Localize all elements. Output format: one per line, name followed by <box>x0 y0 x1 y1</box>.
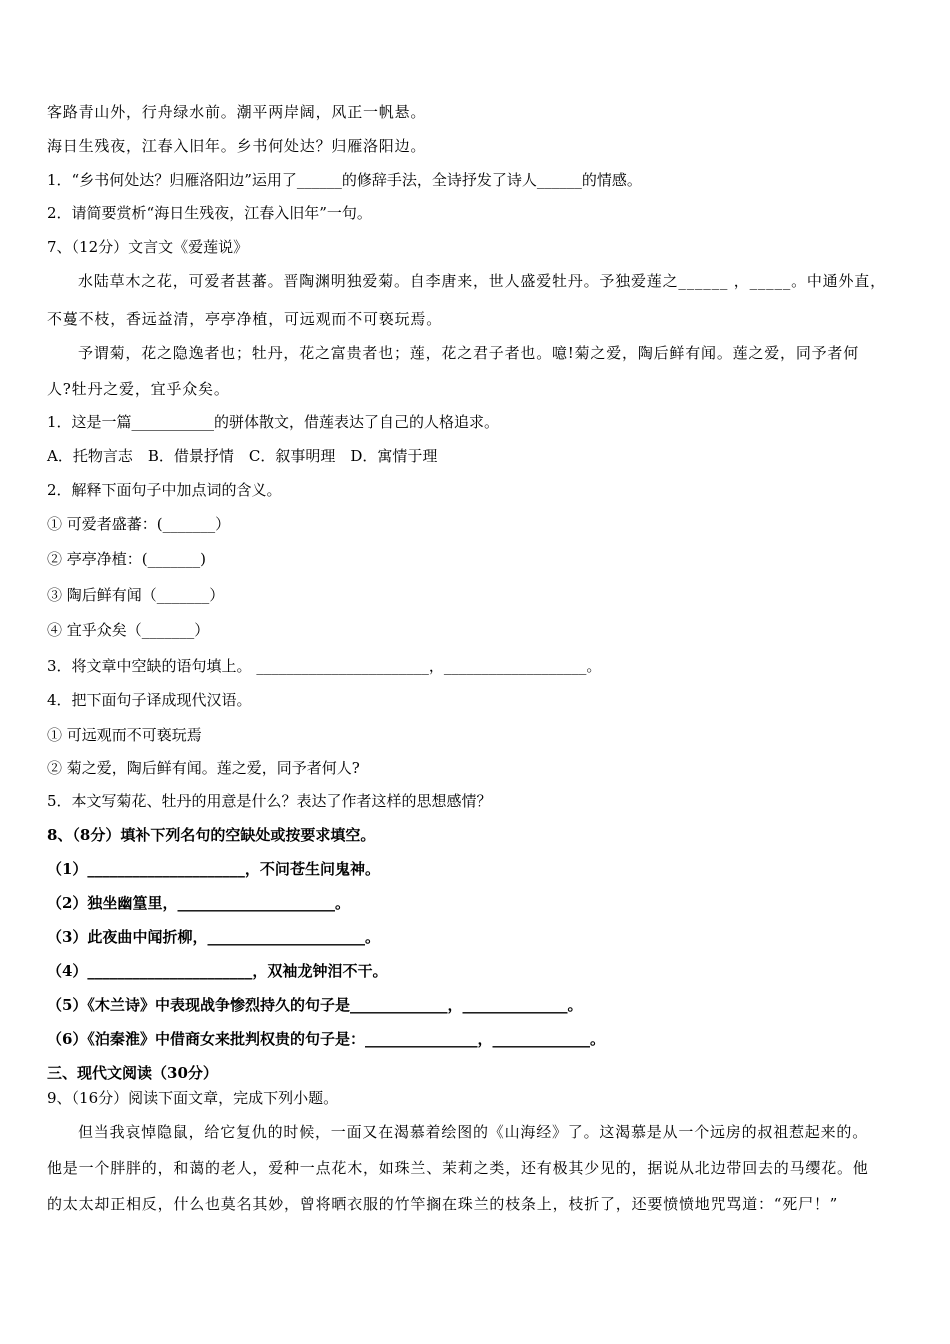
question-8-heading: 8、（8分）填补下列名句的空缺处或按要求填空。 <box>47 826 376 844</box>
question-7-2-item-3: ③ 陶后鲜有闻（_______） <box>47 586 225 604</box>
poem-line-1: 客路青山外，行舟绿水前。潮平两岸阔，风正一帆悬。 <box>47 103 427 121</box>
passage-paragraph-2-line-2: 人?牡丹之爱，宜乎众矣。 <box>47 380 230 398</box>
question-8-4: （4）______________________，双袖龙钟泪不干。 <box>47 962 388 980</box>
passage-paragraph-1-line-1: 水陆草木之花，可爱者甚蕃。晋陶渊明独爱菊。自李唐来，世人盛爱牡丹。予独爱莲之______ ，_____。中通外直， <box>78 272 886 290</box>
reading-passage-line-1: 但当我哀悼隐鼠，给它复仇的时候，一面又在渴慕着绘图的《山海经》了。这渴慕是从一个远房的叔祖惹起来的。 <box>78 1123 869 1141</box>
question-7-4: 4．把下面句子译成现代汉语。 <box>47 691 252 709</box>
question-7-1-options: A．托物言志 B．借景抒情 C．叙事明理 D．寓情于理 <box>47 447 438 465</box>
question-9-heading: 9、（16分）阅读下面文章，完成下列小题。 <box>47 1089 339 1107</box>
question-7-heading: 7、（12分）文言文《爱莲说》 <box>47 238 249 256</box>
question-7-2-item-4: ④ 宜乎众矣（_______） <box>47 621 210 639</box>
section-3-heading: 三、现代文阅读（30分） <box>47 1064 218 1082</box>
question-7-5: 5．本文写菊花、牡丹的用意是什么？表达了作者这样的思想感情？ <box>47 792 492 810</box>
question-8-1: （1）_____________________，不问苍生问鬼神。 <box>47 860 380 878</box>
question-8-5: （5）《木兰诗》中表现战争惨烈持久的句子是_____________，______________。 <box>47 996 583 1014</box>
reading-passage-line-3: 的太太却正相反，什么也莫名其妙，曾将晒衣服的竹竿搁在珠兰的枝条上，枝折了，还要愤愤地咒骂道：“死尸！” <box>47 1195 839 1213</box>
question-7-2-item-2: ② 亭亭净植：(_______) <box>47 550 206 568</box>
question-7-4-item-1: ① 可远观而不可亵玩焉 <box>47 726 202 744</box>
question-8-6: （6）《泊秦淮》中借商女来批判权贵的句子是：_______________，_____________。 <box>47 1030 605 1048</box>
passage-paragraph-1-line-2: 不蔓不枝，香远益清，亭亭净植，可远观而不可亵玩焉。 <box>47 310 443 328</box>
reading-passage-line-2: 他是一个胖胖的，和蔼的老人，爱种一点花木，如珠兰、茉莉之类，还有极其少见的，据说从北边带回去的马缨花。他 <box>47 1159 869 1177</box>
question-8-2: （2）独坐幽篁里，_____________________。 <box>47 894 350 912</box>
question-8-3: （3）此夜曲中闻折柳，_____________________。 <box>47 928 380 946</box>
question-7-3: 3．将文章中空缺的语句填上。 _______________________，___________________。 <box>47 657 602 675</box>
question-7-2: 2．解释下面句子中加点词的含义。 <box>47 481 282 499</box>
poem-line-2: 海日生残夜，江春入旧年。乡书何处达？归雁洛阳边。 <box>47 137 427 155</box>
question-6-2: 2．请简要赏析“海日生残夜，江春入旧年”一句。 <box>47 204 372 222</box>
passage-paragraph-2-line-1: 予谓菊，花之隐逸者也；牡丹，花之富贵者也；莲，花之君子者也。噫!菊之爱，陶后鲜有闻。莲之爱，同予者何 <box>78 344 860 362</box>
question-7-4-item-2: ② 菊之爱，陶后鲜有闻。莲之爱，同予者何人? <box>47 759 360 777</box>
question-7-2-item-1: ① 可爱者盛蕃：(_______） <box>47 515 231 533</box>
question-6-1: 1．“乡书何处达？归雁洛阳边”运用了______的修辞手法，全诗抒发了诗人______的情感。 <box>47 171 642 189</box>
question-7-1: 1．这是一篇___________的骈体散文，借莲表达了自己的人格追求。 <box>47 413 500 431</box>
